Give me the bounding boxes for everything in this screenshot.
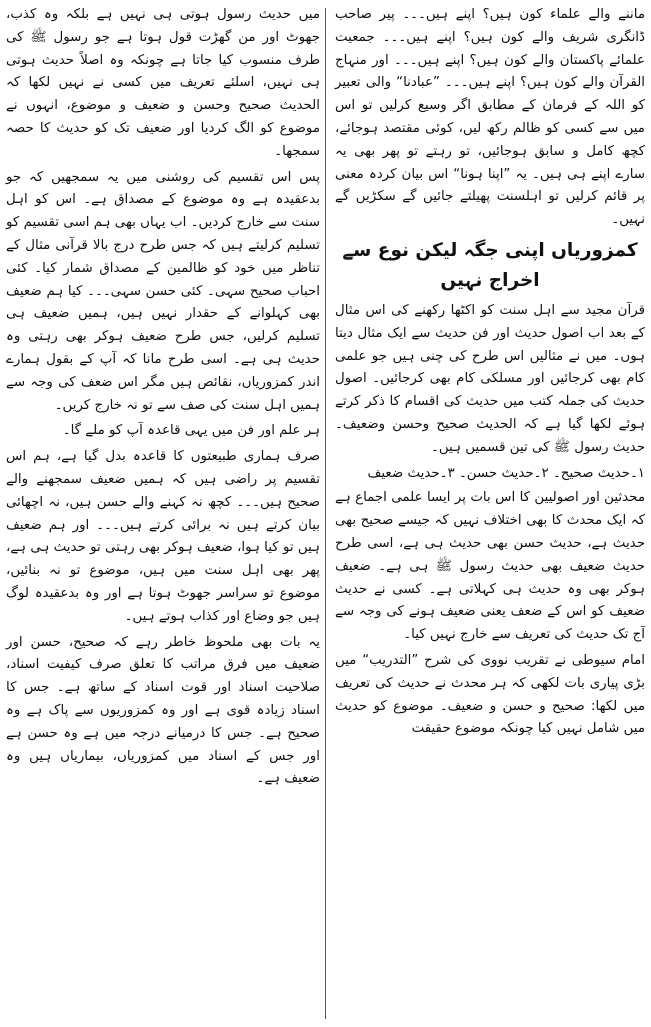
column-divider [325, 8, 326, 1019]
paragraph: میں حدیث رسول ہوتی ہی نہیں ہے بلکہ وہ کذب، جھوٹ اور من گھڑت قول ہوتا ہے جو رسول ﷺ کی طرف منسوب کیا جاتا ہے چونکہ وہ اصلاً حدیث ہوتی ہی نہیں، اسلئے تعریف میں کسی نے نہیں لکھا کہ الحدیث صحیح وحسن و ضعیف و موضوع، انہوں نے موضوع کو الگ کردیا اور ضعیف تک کو حدیث کا حصہ سمجھا۔ [6, 7, 320, 159]
paragraph: صرف ہماری طبیعتوں کا قاعدہ بدل گیا ہے، ہم اس تقسیم پر راضی ہیں کہ ہمیں ضعیف سمجھنے والے صحیح ہیں۔۔۔ کچھ نہ کہنے والے حسن ہیں، نہ اچھائی بیان کرتے ہیں نہ برائی کرتے ہیں۔۔۔ اور ہم ضعیف ہیں تو کیا ہوا، ضعیف ہوکر بھی رہتی تو حدیث ہی ہے، پھر بھی اہل سنت میں ہیں، موضوع تو نہ بنائیں، موضوع تو سراسر جھوٹ ہوتا ہے اور وہ بدعقیدہ لوگ ہیں جو وضاع اور کذاب ہوتے ہیں۔ [6, 449, 320, 624]
right-column [335, 4, 645, 1023]
paragraph: ماننے والے علماء کون ہیں؟ اپنے ہیں۔۔۔ پیر صاحب ڈانگری شریف والے کون ہیں؟ اپنے ہیں۔۔۔ جمعیت علمائے پاکستان والے کون ہیں؟ اپنے ہیں۔۔۔ اور منہاج القرآن والے کون ہیں؟ اپنے ہیں۔۔۔ ”عبادنا“ والی تعبیر کو اللہ کے فرمان کے مطابق اگر وسیع کرلیں تو اس میں سے کسی کو ظالم رکھ لیں، کوئی مقتصد ہوجائے، کچھ کامل و سابق ہوجائیں، تو رہتے تو پھر بھی یہ سارے اپنے ہی ہیں۔ یہ ”اپنا ہونا“ اس بیان کردہ معنی پر قائم کرلیں تو اہلسنت پھیلتے جائیں گے سکڑیں گے نہیں۔ [335, 7, 645, 228]
paragraph: محدثین اور اصولیین کا اس بات پر ایسا علمی اجماع ہے کہ ایک محدث کا بھی اختلاف نہیں کہ جیسے صحیح بھی حدیث ہے، حدیث حسن بھی حدیث ہی ہے، اسی طرح حدیث ضعیف بھی حدیث رسول ﷺ ہی ہے۔ ضعیف ہوکر بھی وہ حدیث ہی کہلاتی ہے۔ کسی نے حدیث ضعیف کو اس کے ضعف یعنی ضعیف ہونے کی وجہ سے آج تک حدیث کی تعریف سے خارج نہیں کیا۔ [335, 490, 645, 643]
paragraph: امام سیوطی نے تقریب نووی کی شرح ”التدریب“ میں بڑی پیاری بات لکھی کہ ہر محدث نے حدیث کی تعریف میں لکھا: صحیح و حسن و ضعیف۔ موضوع کو حدیث میں شامل نہیں کیا چونکہ موضوع حقیقت [335, 652, 645, 737]
hadith-types-list: ۱۔حدیث صحیح۔ ۲۔حدیث حسن۔ ۳۔حدیث ضعیف [367, 465, 645, 481]
section-heading: کمزوریاں اپنی جگہ لیکن نوع سے اخراج نہیں [342, 239, 638, 291]
paragraph: ہر علم اور فن میں یہی قاعدہ آپ کو ملے گا۔ [62, 423, 320, 439]
paragraph: قرآن مجید سے اہل سنت کو اکٹھا رکھنے کی اس مثال کے بعد اب اصول حدیث اور فن حدیث سے ایک مثال دیتا ہوں۔ میں نے مثالیں اس طرح کی چنی ہیں جو علمی کام بھی کرجائیں اور مسلکی کام بھی کرجائیں۔ اصول حدیث کی جملہ کتب میں حدیث کی اقسام کا ذکر کرتے ہوئے لکھا گیا ہے کہ الحدیث صحیح وحسن وضعیف۔ حدیث رسول ﷺ کی تین قسمیں ہیں۔ [335, 302, 645, 455]
left-column [6, 4, 320, 1023]
paragraph: یہ بات بھی ملحوظ خاطر رہے کہ صحیح، حسن اور ضعیف میں فرق مراتب کا تعلق صرف کیفیت اسناد، صلاحیت اسناد اور قوت اسناد کے ساتھ ہے۔ جس کا اسناد زیادہ قوی ہے اور وہ کمزوریوں سے پاک ہے وہ صحیح ہے۔ جس کا درمیانے درجہ میں ہے وہ حسن ہے اور جس کے اسناد میں کمزوریاں، بیماریاں ہیں وہ ضعیف ہے۔ [6, 634, 320, 787]
paragraph: پس اس تقسیم کی روشنی میں یہ سمجھیں کہ جو بدعقیدہ ہے وہ موضوع کے مصداق ہے۔ اس کو اہل سنت سے خارج کردیں۔ اب یہاں بھی ہم اسی تقسیم کو تسلیم کرلیتے ہیں کہ جس طرح درج بالا قرآنی مثال کے تناظر میں خود کو ظالمین کے مصداق شمار کیا۔ کئی احباب صحیح سہی۔ کئی حسن سہی۔۔۔ کیا ہم ضعیف بھی کہلوانے کے حقدار نہیں ہیں، ہمیں ضعیف ہی تسلیم کرلیں، جس طرح ضعیف ہوکر بھی رہتی وہ حدیث ہی ہے۔ اسی طرح مانا کہ آپ کے بقول ہمارے اندر کمزوریاں، نقائص ہیں مگر اس ضعف کی وجہ سے ہمیں اہل سنت کی صف سے تو نہ خارج کریں۔ [6, 169, 320, 413]
